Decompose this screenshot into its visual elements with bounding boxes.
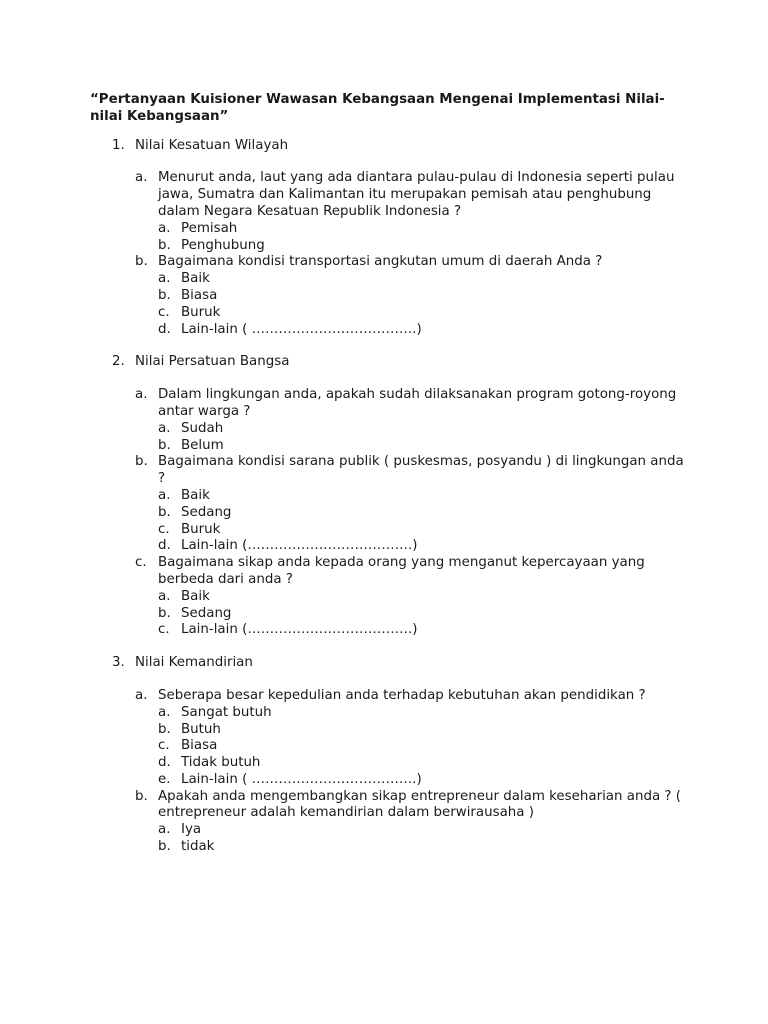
question-text: Bagaimana kondisi sarana publik ( puskesmas, posyandu ) di lingkungan anda ? — [158, 454, 684, 487]
section-number: 3. — [112, 655, 125, 671]
answer-option — [90, 772, 690, 789]
answer-option — [90, 488, 690, 505]
answer-option — [90, 622, 690, 639]
option-text: Lain-lain ( ……………………………….) — [181, 771, 422, 787]
option-letter: d. — [158, 755, 171, 771]
answer-option — [90, 221, 690, 238]
question-text: Menurut anda, laut yang ada diantara pulau-pulau di Indonesia seperti pulau jawa, Sumatra dan Kalimantan itu merupakan pemisah atau penghubung dalam Negara Kesatuan Republik Indonesia ? — [158, 170, 675, 219]
question-text: Dalam lingkungan anda, apakah sudah dilaksanakan program gotong-royong antar warga ? — [158, 387, 677, 419]
question-letter: c. — [135, 555, 147, 571]
section-heading — [90, 655, 690, 672]
section-number: 2. — [112, 354, 125, 370]
section-1 — [90, 138, 690, 339]
question-item — [90, 454, 690, 488]
answer-option — [90, 606, 690, 623]
answer-option — [90, 722, 690, 739]
question-text: Seberapa besar kepedulian anda terhadap kebutuhan akan pendidikan ? — [158, 687, 646, 703]
option-text: Biasa — [181, 738, 218, 754]
answer-option — [90, 589, 690, 606]
section-title: Nilai Kemandirian — [135, 655, 253, 671]
question-text: Bagaimana kondisi transportasi angkutan umum di daerah Anda ? — [158, 254, 603, 270]
question-item — [90, 688, 690, 705]
option-text: Penghubung — [181, 237, 265, 253]
option-letter: c. — [158, 304, 170, 320]
option-text: Butuh — [181, 721, 221, 737]
option-letter: c. — [158, 738, 170, 754]
answer-option — [90, 822, 690, 839]
option-text: Buruk — [181, 521, 221, 537]
option-letter: a. — [158, 271, 171, 287]
option-text: Baik — [181, 271, 210, 287]
question-letter: b. — [135, 788, 148, 804]
option-letter: c. — [158, 622, 170, 638]
option-letter: b. — [158, 721, 171, 737]
section-heading — [90, 354, 690, 371]
question-item — [90, 254, 690, 271]
option-letter: b. — [158, 287, 171, 303]
question-text: Bagaimana sikap anda kepada orang yang menganut kepercayaan yang berbeda dari anda ? — [158, 555, 645, 587]
option-text: Belum — [181, 437, 224, 453]
option-text: tidak — [181, 839, 215, 855]
answer-option — [90, 438, 690, 455]
option-text: Lain-lain ( ……………………………….) — [181, 321, 422, 337]
question-letter: a. — [135, 387, 148, 403]
option-text: Baik — [181, 487, 210, 503]
option-text: Sedang — [181, 605, 232, 621]
answer-option — [90, 305, 690, 322]
option-letter: a. — [158, 420, 171, 436]
answer-option — [90, 538, 690, 555]
option-letter: b. — [158, 839, 171, 855]
section-3 — [90, 655, 690, 856]
question-letter: a. — [135, 687, 148, 703]
option-text: Lain-lain (……………………………….) — [181, 538, 418, 554]
document-page — [90, 92, 690, 872]
option-text: Biasa — [181, 287, 218, 303]
question-item — [90, 170, 690, 220]
option-text: Sudah — [181, 420, 224, 436]
question-letter: b. — [135, 454, 148, 470]
answer-option — [90, 738, 690, 755]
option-text: Baik — [181, 588, 210, 604]
option-letter: b. — [158, 237, 171, 253]
option-letter: a. — [158, 220, 171, 236]
question-text: Apakah anda mengembangkan sikap entrepreneur dalam keseharian anda ? ( entrepreneur adalah kemandirian dalam berwirausaha ) — [158, 788, 681, 821]
option-text: Iya — [181, 822, 202, 838]
option-text: Pemisah — [181, 220, 238, 236]
option-text: Sedang — [181, 504, 232, 520]
section-number: 1. — [112, 137, 125, 153]
question-item — [90, 387, 690, 421]
answer-option — [90, 705, 690, 722]
answer-option — [90, 505, 690, 522]
option-letter: a. — [158, 588, 171, 604]
option-letter: b. — [158, 605, 171, 621]
option-text: Sangat butuh — [181, 704, 272, 720]
question-item — [90, 789, 690, 823]
answer-option — [90, 839, 690, 856]
option-text: Tidak butuh — [181, 755, 261, 771]
question-letter: b. — [135, 254, 148, 270]
answer-option — [90, 421, 690, 438]
option-letter: b. — [158, 437, 171, 453]
option-text: Buruk — [181, 304, 221, 320]
section-heading — [90, 138, 690, 155]
option-text: Lain-lain (……………………………….) — [181, 622, 418, 638]
answer-option — [90, 522, 690, 539]
section-2 — [90, 354, 690, 639]
answer-option — [90, 271, 690, 288]
document-title: “Pertanyaan Kuisioner Wawasan Kebangsaan Mengenai Implementasi Nilai-nilai Kebangsaan” — [90, 92, 665, 124]
option-letter: d. — [158, 538, 171, 554]
answer-option — [90, 322, 690, 339]
option-letter: d. — [158, 321, 171, 337]
option-letter: a. — [158, 822, 171, 838]
option-letter: e. — [158, 771, 171, 787]
answer-option — [90, 288, 690, 305]
question-item — [90, 555, 690, 589]
option-letter: c. — [158, 521, 170, 537]
answer-option — [90, 755, 690, 772]
section-title: Nilai Persatuan Bangsa — [135, 354, 290, 370]
question-letter: a. — [135, 170, 148, 186]
option-letter: a. — [158, 487, 171, 503]
answer-option — [90, 238, 690, 255]
section-title: Nilai Kesatuan Wilayah — [135, 137, 289, 153]
option-letter: b. — [158, 504, 171, 520]
option-letter: a. — [158, 704, 171, 720]
